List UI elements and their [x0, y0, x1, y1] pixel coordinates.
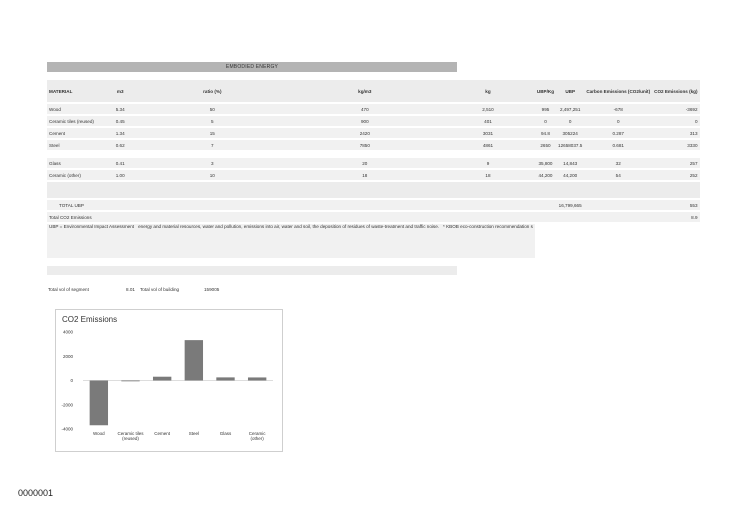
- bar-cement: [153, 377, 171, 381]
- column-header: kg/m3: [289, 80, 441, 102]
- table-cell: 995: [535, 104, 556, 114]
- column-header: MATERIAL: [47, 80, 104, 102]
- table-cell: 257: [652, 158, 699, 168]
- note-text: energy and material resources, water and pollution, emissions into air, water and soil, the deposition of residues of waste-treatment and traffic noise.: [136, 224, 441, 258]
- table-cell: 2650: [535, 140, 556, 150]
- column-header: kg: [441, 80, 535, 102]
- sheet-title: EMBODIED ENERGY: [47, 62, 457, 72]
- table-cell: 0.41: [104, 158, 136, 168]
- table-cell: 1.00: [104, 170, 136, 180]
- table-cell: 0: [556, 116, 584, 126]
- total-co2-sum: 553: [652, 200, 699, 210]
- y-tick-label: -2000: [61, 402, 73, 408]
- table-cell: Glass: [47, 158, 104, 168]
- x-tick-label: Wood: [92, 431, 105, 436]
- vol-building-value: 159005: [204, 287, 220, 292]
- note-label: UBP = Environmental Impact Assessment: [47, 224, 136, 258]
- table-header: [47, 80, 700, 102]
- note-reference: * KBOB eco-construction recommendation s: [441, 224, 535, 258]
- table-cell: 5: [136, 116, 288, 126]
- table-row: [47, 158, 700, 168]
- table-cell: 5.34: [104, 104, 136, 114]
- table-cell: 18: [441, 170, 535, 180]
- bar-ceramic-tiles-reused: [121, 381, 139, 382]
- x-tick-label: Steel: [188, 431, 199, 436]
- table-cell: 54: [584, 170, 652, 180]
- table-cell: 252: [652, 170, 699, 180]
- column-header: m3: [104, 80, 136, 102]
- table-cell: 2420: [289, 128, 441, 138]
- table-cell: 313: [652, 128, 699, 138]
- table-cell: 7: [136, 140, 288, 150]
- x-tick-label: Cement: [154, 431, 171, 436]
- column-header: CO2 Emissions (kg): [652, 80, 699, 102]
- table-cell: 0: [535, 116, 556, 126]
- table-cell: 2,497,251: [556, 104, 584, 114]
- table-cell: -3692: [652, 104, 699, 114]
- total-ubp-label: TOTAL UBP: [47, 200, 556, 210]
- x-tick-label: Ceramic: [248, 431, 266, 436]
- table-cell: 0.62: [104, 140, 136, 150]
- table-cell: Ceramic (other): [47, 170, 104, 180]
- table-cell: 7850: [289, 140, 441, 150]
- column-header: Carbon Emissions (CO2/unit): [584, 80, 652, 102]
- table-cell: 3: [136, 158, 288, 168]
- table-row: [47, 170, 700, 180]
- table-cell: 305224: [556, 128, 584, 138]
- table-row: [47, 116, 700, 126]
- chart-title: CO2 Emissions: [62, 315, 118, 324]
- spacer-band: [47, 182, 700, 198]
- bar-steel: [185, 340, 203, 380]
- vol-building-label: Total vol of building: [140, 287, 180, 292]
- x-tick-label: Ceramic tiles: [117, 431, 144, 436]
- table-cell: 10: [136, 170, 288, 180]
- table-cell: 401: [441, 116, 535, 126]
- table-cell: 900: [289, 116, 441, 126]
- table-row: [47, 104, 700, 114]
- table-cell: 1.34: [104, 128, 136, 138]
- y-tick-label: 4000: [62, 329, 73, 335]
- bar-glass: [216, 377, 234, 380]
- table-cell: 0.287: [584, 128, 652, 138]
- table-cell: 470: [289, 104, 441, 114]
- y-tick-label: 0: [70, 378, 73, 383]
- bottom-band: [47, 266, 457, 275]
- table-cell: 3330: [652, 140, 699, 150]
- table-cell: 14,843: [556, 158, 584, 168]
- total-ubp-row: [47, 200, 700, 210]
- vol-segment-value: 8.01: [126, 287, 135, 292]
- table-cell: 0: [652, 116, 699, 126]
- x-tick-label: Glass: [219, 431, 232, 436]
- table-cell: Ceramic tiles (reused): [47, 116, 104, 126]
- table-cell: 9: [441, 158, 535, 168]
- note-row: [47, 224, 700, 258]
- total-ubp-value: 16,799,665: [556, 200, 584, 210]
- column-header: UBP: [556, 80, 584, 102]
- table-cell: -678: [584, 104, 652, 114]
- table-cell: 4861: [441, 140, 535, 150]
- table-cell: 50: [136, 104, 288, 114]
- table-cell: 18: [289, 170, 441, 180]
- vol-segment-label: Total vol of segment: [48, 287, 89, 292]
- table-cell: 0: [584, 116, 652, 126]
- table-cell: 35,800: [535, 158, 556, 168]
- page-code: 0000001: [18, 488, 54, 498]
- table-cell: 20: [289, 158, 441, 168]
- table-cell: Steel: [47, 140, 104, 150]
- table-cell: Wood: [47, 104, 104, 114]
- total-co2-row: [47, 212, 700, 222]
- table-cell: 3031: [441, 128, 535, 138]
- table-cell: 44,200: [535, 170, 556, 180]
- table-cell: 32: [584, 158, 652, 168]
- x-tick-label: (reused): [122, 436, 139, 441]
- y-tick-label: -4000: [61, 426, 73, 432]
- y-tick-label: 2000: [62, 353, 73, 359]
- table-cell: 15: [136, 128, 288, 138]
- column-header: UBP/Kg: [535, 80, 556, 102]
- table-cell: 0.681: [584, 140, 652, 150]
- co2-emissions-chart: [55, 309, 281, 450]
- column-header: ratio (%): [136, 80, 288, 102]
- table-cell: 94.8: [535, 128, 556, 138]
- x-tick-label: (other): [250, 436, 264, 441]
- total-co2-label: Total CO2 Emissions: [47, 212, 652, 222]
- embodied-energy-table: [47, 80, 700, 258]
- bar-wood: [90, 381, 108, 426]
- table-cell: 0.45: [104, 116, 136, 126]
- table-cell: 12658037.5: [556, 140, 584, 150]
- table-cell: Cement: [47, 128, 104, 138]
- table-row: [47, 128, 700, 138]
- bar-ceramic-other: [248, 377, 266, 380]
- total-co2-value: 8.9: [652, 212, 699, 222]
- table-cell: 2,510: [441, 104, 535, 114]
- table-row: [47, 140, 700, 150]
- table-cell: 44,200: [556, 170, 584, 180]
